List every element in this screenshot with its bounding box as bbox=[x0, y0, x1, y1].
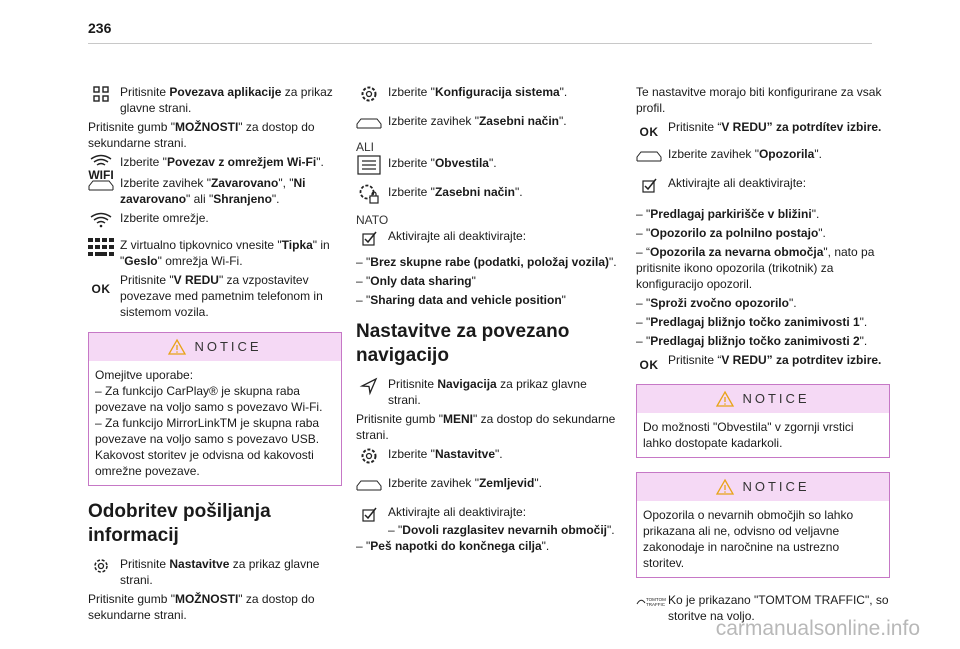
step-ok-connect: OK Pritisnite "V REDU" za vzpostavitev povezave med pametnim telefonom in sistemom vozila. bbox=[88, 272, 342, 320]
step-tab-secured: Izberite zavihek "Zavarovano", "Ni zavarovano" ali "Shranjeno". bbox=[88, 175, 342, 207]
gear-icon bbox=[356, 85, 382, 103]
step-connect-app: Pritisnite Povezava aplikacije za prikaz glavne strani. bbox=[88, 84, 342, 116]
svg-text:TOMTOM: TOMTOM bbox=[646, 597, 666, 602]
option-data-sharing: – "Only data sharing" bbox=[356, 274, 476, 288]
option-poi-1: – "Predlagaj bližnjo točko zanimivosti 1". bbox=[636, 315, 868, 329]
step-nav-settings: Izberite "Nastavitve". bbox=[356, 446, 618, 472]
checkbox-icon bbox=[356, 505, 382, 523]
option-hazard-zones: – "Dovoli razglasitev nevarnih območij". bbox=[388, 523, 615, 537]
option-no-sharing: – "Brez skupne rabe (podatki, položaj vozila)". bbox=[356, 255, 617, 269]
or-label: ALI bbox=[356, 140, 375, 154]
grid-apps-icon bbox=[88, 85, 114, 103]
step-select-network: Izberite omrežje. bbox=[88, 210, 342, 234]
option-sound-alert: – "Sproži zvočno opozorilo". bbox=[636, 296, 797, 310]
gear-lock-icon bbox=[356, 185, 382, 203]
tab-icon bbox=[356, 476, 382, 494]
option-parking: – "Predlagaj parkirišče v bližini". bbox=[636, 207, 820, 221]
then-label: NATO bbox=[356, 213, 389, 227]
step-ok-confirm-1: OK Pritisnite “V REDU” za potrdítev izbire. bbox=[636, 119, 890, 143]
navigation-arrow-icon bbox=[356, 377, 382, 395]
section-heading-connected-navigation: Nastavitve za povezano navigacijo bbox=[356, 321, 570, 366]
column-2 bbox=[356, 84, 618, 557]
wifi-icon: WIFI bbox=[88, 155, 114, 183]
profile-paragraph: Te nastavitve morajo biti konfigurirane za vsak profil. bbox=[636, 85, 882, 115]
step-notifications: Izberite "Obvestila". bbox=[356, 155, 618, 181]
step-ok-confirm-2: OK Pritisnite “V REDU” za potrditev izbire. bbox=[636, 352, 890, 374]
step-toggle-2: Aktivirajte ali deaktivirajte: bbox=[356, 504, 618, 522]
step-tab-alerts: Izberite zavihek "Opozorila". bbox=[636, 146, 890, 172]
step-private-mode: Izberite "Zasebni način". bbox=[356, 184, 618, 208]
column-1 bbox=[88, 84, 342, 626]
gear-icon bbox=[88, 557, 114, 575]
page-number: 236 bbox=[88, 20, 112, 36]
step-tab-private-mode: Izberite zavihek "Zasebni način". bbox=[356, 113, 618, 135]
warning-icon bbox=[716, 391, 734, 407]
notice-header: NOTICE bbox=[637, 473, 889, 501]
section-heading-send-info: Odobritev pošiljanja informacij bbox=[88, 501, 271, 546]
step-settings: Pritisnite Nastavitve za prikaz glavne strani. bbox=[88, 556, 342, 588]
ok-icon: OK bbox=[639, 358, 659, 372]
step-navigation: Pritisnite Navigacija za prikaz glavne strani. bbox=[356, 376, 618, 408]
step-toggle-3: Aktivirajte ali deaktivirajte: bbox=[636, 175, 890, 203]
tab-icon bbox=[88, 176, 114, 194]
ok-icon: OK bbox=[639, 125, 659, 139]
menu-paragraph: Pritisnite gumb "MENI" za dostop do sekundarne strani. bbox=[356, 412, 616, 442]
svg-text:TRAFFIC: TRAFFIC bbox=[646, 602, 665, 607]
watermark: carmanualsonline.info bbox=[715, 617, 920, 640]
notice-box-limitations: NOTICE Omejitve uporabe: – Za funkcijo CarPlay® je skupna raba povezave na voljo samo s povezavo Wi-Fi. – Za funkcijo MirrorLinkTM je skupna raba povezave na voljo samo s povezavo USB. Kakovost storitev je odvisna od kakovosti omrežne povezave. bbox=[88, 332, 342, 486]
step-wifi-connection: WIFI Izberite "Povezav z omrežjem Wi-Fi". bbox=[88, 155, 324, 182]
tab-icon bbox=[356, 114, 382, 132]
step-keyboard-input: Z virtualno tipkovnico vnesite "Tipka" in "Geslo" omrežja Wi-Fi. bbox=[88, 237, 342, 269]
column-3 bbox=[636, 84, 890, 627]
notice-box-hazard-zones: NOTICE Opozorila o nevarnih območjih so lahko prikazana ali ne, odvisno od veljavne zakonodaje in naročnine na ustrezno storitev. bbox=[636, 472, 890, 578]
option-data-position-sharing: – "Sharing data and vehicle position" bbox=[356, 293, 566, 307]
notifications-list-icon bbox=[356, 156, 382, 174]
step-system-config: Izberite "Konfiguracija sistema". bbox=[356, 84, 618, 110]
option-walking-directions: – "Peš napotki do končnega cilja". bbox=[356, 539, 550, 553]
checkbox-icon bbox=[636, 176, 662, 194]
warning-icon bbox=[716, 479, 734, 495]
step-tomtom: TOMTOM TRAFFIC Ko je prikazano "TOMTOM TRAFFIC", so storitve na voljo. bbox=[636, 592, 890, 624]
checkbox-icon bbox=[356, 229, 382, 247]
tab-icon bbox=[636, 147, 662, 165]
ok-icon: OK bbox=[91, 282, 111, 296]
option-charging: – "Opozorilo za polnilno postajo". bbox=[636, 226, 826, 240]
notice-header: NOTICE bbox=[637, 385, 889, 413]
tomtom-traffic-icon bbox=[636, 593, 666, 611]
options-paragraph: Pritisnite gumb "MOŽNOSTI" za dostop do sekundarne strani. bbox=[88, 120, 315, 150]
keyboard-icon bbox=[88, 238, 114, 256]
header-rule bbox=[88, 43, 872, 44]
step-tab-map: Izberite zavihek "Zemljevid". bbox=[356, 475, 618, 501]
wifi-icon bbox=[88, 211, 114, 229]
option-hazard-alerts: – “Opozorila za nevarna območja", nato pa pritisnite ikono opozorila (trikotnik) za konfiguracijo opozoril. bbox=[636, 245, 875, 291]
notice-box-notifications: NOTICE Do možnosti "Obvestila" v zgornji vrstici lahko dostopate kadarkoli. bbox=[636, 384, 890, 458]
notice-header: NOTICE bbox=[89, 333, 341, 361]
step-toggle-1: Aktivirajte ali deaktivirajte: bbox=[356, 228, 618, 250]
gear-icon bbox=[356, 447, 382, 465]
warning-icon bbox=[168, 339, 186, 355]
option-poi-2: – "Predlagaj bližnjo točko zanimivosti 2". bbox=[636, 334, 868, 348]
options-paragraph-2: Pritisnite gumb "MOŽNOSTI" za dostop do sekundarne strani. bbox=[88, 592, 315, 622]
